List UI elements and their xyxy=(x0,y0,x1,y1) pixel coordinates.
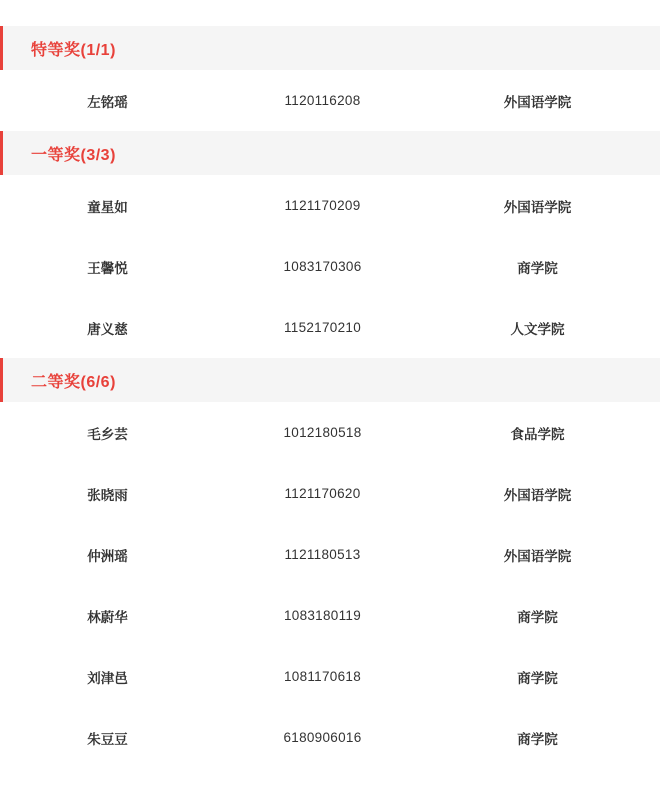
student-college: 商学院 xyxy=(517,260,558,276)
student-college: 商学院 xyxy=(517,670,558,686)
award-group-title: 特等奖(1/1) xyxy=(31,41,116,59)
student-id: 1152170210 xyxy=(283,320,362,335)
student-id: 1121170209 xyxy=(284,198,361,213)
table-row xyxy=(0,585,660,646)
award-list xyxy=(0,26,660,768)
award-group xyxy=(0,131,660,358)
student-college: 商学院 xyxy=(517,731,558,747)
award-group-header xyxy=(0,358,660,402)
award-rows xyxy=(0,175,660,358)
table-row xyxy=(0,70,660,131)
award-rows xyxy=(0,70,660,131)
award-group-header xyxy=(0,131,660,175)
student-id: 1081170618 xyxy=(283,669,362,684)
student-name: 毛乡芸 xyxy=(87,426,128,442)
student-name: 仲洲瑶 xyxy=(87,548,128,564)
award-group xyxy=(0,26,660,131)
top-spacer xyxy=(0,0,660,26)
student-college: 食品学院 xyxy=(510,426,565,442)
table-row xyxy=(0,463,660,524)
student-id: 1012180518 xyxy=(283,425,362,440)
table-row xyxy=(0,402,660,463)
student-id: 1120116208 xyxy=(284,93,361,108)
table-row xyxy=(0,297,660,358)
student-name: 唐义慈 xyxy=(87,321,128,337)
student-name: 朱豆豆 xyxy=(87,731,128,747)
student-name: 林蔚华 xyxy=(87,609,128,625)
table-row xyxy=(0,707,660,768)
student-college: 商学院 xyxy=(517,609,558,625)
student-id: 6180906016 xyxy=(283,730,362,745)
table-row xyxy=(0,646,660,707)
student-name: 左铭瑶 xyxy=(87,94,128,110)
award-group-title: 二等奖(6/6) xyxy=(31,373,116,391)
student-college: 外国语学院 xyxy=(503,94,572,110)
student-name: 童星如 xyxy=(87,199,128,215)
award-rows xyxy=(0,402,660,768)
student-name: 刘津邑 xyxy=(87,670,128,686)
student-college: 外国语学院 xyxy=(503,548,572,564)
student-name: 王馨悦 xyxy=(87,260,128,276)
table-row xyxy=(0,175,660,236)
award-group-header xyxy=(0,26,660,70)
student-college: 外国语学院 xyxy=(503,487,572,503)
student-college: 外国语学院 xyxy=(503,199,572,215)
student-id: 1083170306 xyxy=(283,259,362,274)
student-name: 张晓雨 xyxy=(87,487,128,503)
student-id: 1121170620 xyxy=(284,486,361,501)
table-row xyxy=(0,236,660,297)
student-college: 人文学院 xyxy=(510,321,565,337)
student-id: 1083180119 xyxy=(283,608,362,623)
award-group xyxy=(0,358,660,768)
student-id: 1121180513 xyxy=(284,547,361,562)
award-group-title: 一等奖(3/3) xyxy=(31,146,116,164)
table-row xyxy=(0,524,660,585)
